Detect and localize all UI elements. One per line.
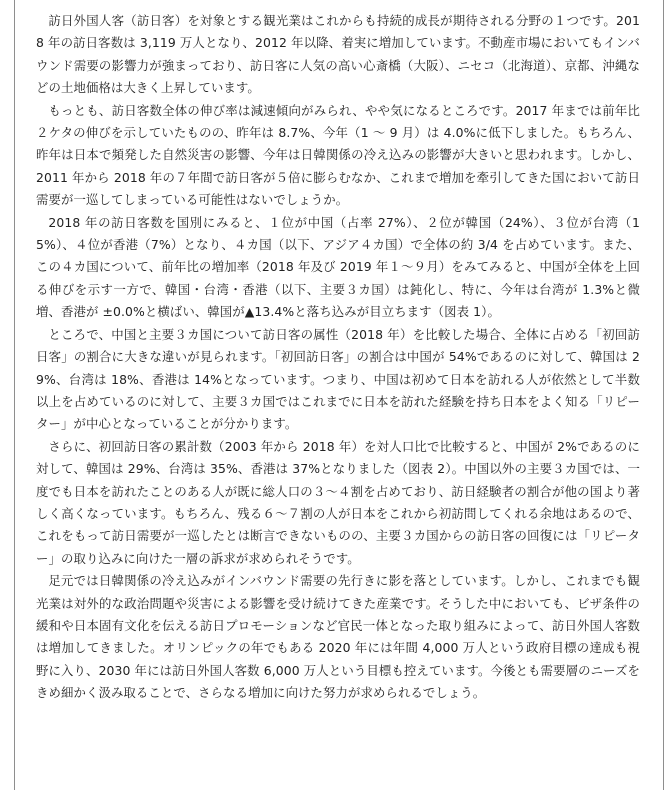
article-body [36, 10, 640, 705]
paragraph-outlook: 足元では日韓関係の冷え込みがインバウンド需要の先行きに影を落としています。しかし、これまでも観光業は対外的な政治問題や災害による影響を受け続けてきた産業です。そうした中においても、ビザ条件の緩和や日本固有文化を伝える訪日プロモーションなど官民一体となった取り組みによって、訪日外国人客数は増加してきました。オリンピックの年でもある 2020 年には年間 4,000 万人という政府目標の達成も視野に入り、2030 年には訪日外国人客数 6,000 万人という目標も控えています。今後とも需要層のニーズをきめ細かく汲み取ることで、さらなる増加に向けた努力が求められるでしょう。 [36, 573, 640, 701]
paragraph-cumulative-visitors: さらに、初回訪日客の累計数（2003 年から 2018 年）を対人口比で比較すると、中国が 2%であるのに対して、韓国は 29%、台湾は 35%、香港は 37%となりました（図表 2）。中国以外の主要３カ国では、一度でも日本を訪れたことのある人が既に総人口の３～４割を占めており、訪日経験者の割合が他の国より著しく高くなっています。もちろん、残る６～７割の人が日本をこれから初訪問してくれる余地はあるので、これをもって訪日需要が一巡したとは断言できないものの、主要３カ国からの訪日客の回復には「リピーター」の取り込みに向けた一層の訴求が求められそうです。 [36, 438, 640, 566]
paragraph-first-time-visitors: ところで、中国と主要３カ国について訪日客の属性（2018 年）を比較した場合、全体に占める「初回訪日客」の割合に大きな違いが見られます。「初回訪日客」の割合は中国が 54%であるのに対して、韓国は 29%、台湾は 18%、香港は 14%となっています。つまり、中国は初めて日本を訪れる人が依然として半数以上を占めているのに対して、主要３カ国ではこれまでに日本を訪れた経験を持ち日本をよく知る「リピーター」が中心となっていることが分かります。 [36, 326, 640, 432]
paragraph-intro: 訪日外国人客（訪日客）を対象とする観光業はこれからも持続的成長が期待される分野の１つです。2018 年の訪日客数は 3,119 万人となり、2012 年以降、着実に増加しています。不動産市場においてもインバウンド需要の影響力が強まっており、訪日客に人気の高い心斎橋（大阪）、ニセコ（北海道）、京都、沖縄などの土地価格は大きく上昇しています。 [36, 13, 640, 96]
paragraph-growth-slowdown: もっとも、訪日客数全体の伸び率は減速傾向がみられ、やや気になるところです。2017 年までは前年比２ケタの伸びを示していたものの、昨年は 8.7%、今年（1 ～ 9 月）は 4.0%に低下しました。もちろん、昨年は日本で頻発した自然災害の影響、今年は日韓関係の冷え込みの影響が大きいと思われます。しかし、2011 年から 2018 年の７年間で訪日客が５倍に膨らむなか、これまで増加を牽引してきた国において訪日需要が一巡してしまっている可能性はないでしょうか。 [36, 102, 640, 208]
paragraph-country-breakdown: 2018 年の訪日客数を国別にみると、１位が中国（占率 27%）、２位が韓国（24%）、３位が台湾（15%）、４位が香港（7%）となり、４カ国（以下、アジア４カ国）で全体の約 3/4 を占めています。また、この４カ国について、前年比の増加率（2018 年及び 2019 年１～９月）をみてみると、中国が全体を上回る伸びを示す一方で、韓国・台湾・香港（以下、主要３カ国）は鈍化し、特に、今年は台湾が 1.3%と微増、香港が ±0.0%と横ばい、韓国が▲13.4%と落ち込みが目立ちます（図表 1）。 [36, 214, 640, 320]
